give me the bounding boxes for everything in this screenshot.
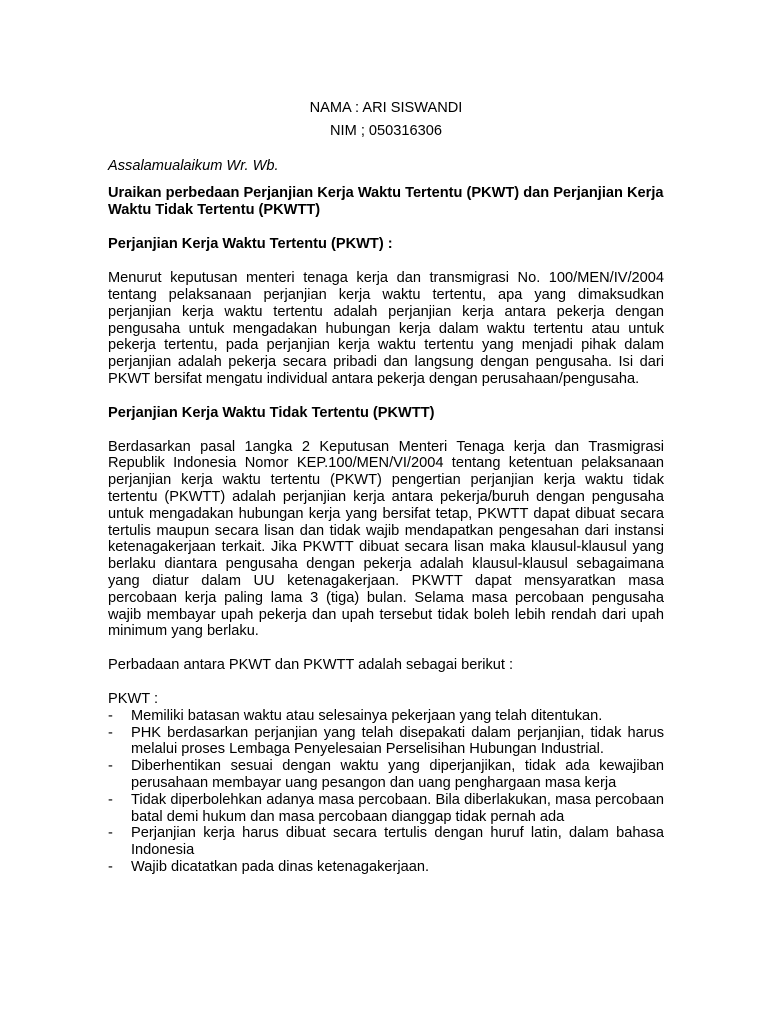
pkwt-body: Menurut keputusan menteri tenaga kerja dan transmigrasi No. 100/MEN/IV/2004 tentang pelaksanaan perjanjian kerja waktu tertentu, apa yang dimaksudkan perjanjian kerja waktu tertentu adalah perjanjian kerja antara pekerja dengan pengusaha untuk mengadakan hubungan kerja dalam waktu tertentu atau untuk pekerja tertentu, pada perjanjian kerja waktu tertentu yang menjadi pihak dalam perjanjian adalah pekerja secara pribadi dan langsung dengan pengusaha. Isi dari PKWT bersifat mengatu individual antara pekerja dengan perusahaan/pengusaha. <box>108 270 664 387</box>
list-item <box>108 825 664 859</box>
list-item-text: Memiliki batasan waktu atau selesainya pekerjaan yang telah ditentukan. <box>131 707 603 724</box>
list-item-text: PHK berdasarkan perjanjian yang telah disepakati dalam perjanjian, tidak harus melalui proses Lembaga Penyelesaian Perselisihan Hubungan Industrial. <box>131 724 664 758</box>
list-item <box>108 792 664 826</box>
list-item-text: Perjanjian kerja harus dibuat secara tertulis dengan huruf latin, dalam bahasa Indonesia <box>131 825 664 859</box>
pkwt-heading: Perjanjian Kerja Waktu Tertentu (PKWT) : <box>108 236 393 253</box>
list-item-text: Tidak diperbolehkan adanya masa percobaan. Bila diberlakukan, masa percobaan batal demi hukum dan masa percobaan dianggap tidak pernah ada <box>131 791 664 825</box>
bullet-dash: - <box>108 791 113 808</box>
list-item <box>108 758 664 792</box>
question-heading: Uraikan perbedaan Perjanjian Kerja Waktu Tertentu (PKWT) dan Perjanjian Kerja Waktu Tidak Tertentu (PKWTT) <box>108 184 664 218</box>
pkwtt-body: Berdasarkan pasal 1angka 2 Keputusan Menteri Tenaga kerja dan Trasmigrasi Republik Indonesia Nomor KEP.100/MEN/VI/2004 tentang ketentuan pelaksanaan perjanjian kerja waktu tertentu (PKWT) pengertian perjanjian kerja waktu tidak tertentu (PKWTT) adalah perjanjian kerja antara pekerja/buruh dengan pengusaha untuk mengadakan hubungan kerja yang bersifat tetap, PKWTT dapat dibuat secara tertulis maupun secara lisan dan tidak wajib mendapatkan pengesahan dari instansi ketenagakerjaan terkait. Jika PKWTT dibuat secara lisan maka klausul-klausul yang berlaku diantara pengusaha dengan pekerja adalah klausul-klausul sebagaimana yang diatur dalam UU ketenagakerjaan. PKWTT dapat mensyaratkan masa percobaan kerja paling lama 3 (tiga) bulan. Selama masa percobaan pengusaha wajib membayar upah pekerja dan upah tersebut tidak boleh lebih rendah dari upah minimum yang berlaku. <box>108 438 664 640</box>
pkwtt-heading: Perjanjian Kerja Waktu Tidak Tertentu (PKWTT) <box>108 404 435 421</box>
student-nim: NIM ; 050316306 <box>330 123 442 139</box>
list-item <box>108 859 664 876</box>
list-item <box>108 725 664 759</box>
comparison-intro: Perbadaan antara PKWT dan PKWTT adalah sebagai berikut : <box>108 657 514 674</box>
bullet-dash: - <box>108 825 113 842</box>
student-name: NAMA : ARI SISWANDI <box>309 100 463 116</box>
bullet-dash: - <box>108 758 113 775</box>
bullet-dash: - <box>108 858 113 875</box>
greeting: Assalamualaikum Wr. Wb. <box>108 158 279 174</box>
list-item-text: Diberhentikan sesuai dengan waktu yang diperjanjikan, tidak ada kewajiban perusahaan membayar uang pesangon dan uang penghargaan masa kerja <box>131 758 664 791</box>
pkwt-list-label: PKWT : <box>108 690 159 707</box>
list-item-text: Wajib dicatatkan pada dinas ketenagakerjaan. <box>131 858 430 875</box>
bullet-dash: - <box>108 724 113 741</box>
list-item <box>108 708 664 725</box>
pkwt-list <box>108 708 664 876</box>
bullet-dash: - <box>108 707 113 724</box>
document-content <box>108 99 664 876</box>
